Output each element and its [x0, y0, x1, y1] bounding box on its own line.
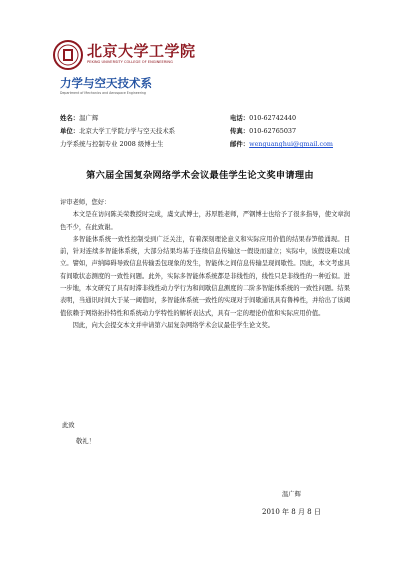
email-label: 邮件： [230, 140, 250, 148]
signature: 温广辉 [282, 491, 301, 498]
unit-label: 单位： [60, 127, 80, 135]
pku-seal-icon [52, 38, 84, 72]
closing-line-2: 敬礼！ [76, 438, 95, 445]
name-label: 姓名： [60, 114, 80, 122]
logo-department-name: 力学与空天技术系 [60, 76, 152, 90]
phone-row [230, 114, 296, 122]
unit-value-line1: 北京大学工学院力学与空天技术系 [79, 127, 176, 135]
fax-label: 传真： [230, 127, 250, 135]
unit-row [60, 127, 175, 135]
paragraph-conclusion: 因此，向大会提交本文并申请第六届复杂网络学术会议最佳学生论文奖。 [72, 321, 275, 329]
fax-value: 010-62765037 [249, 127, 297, 135]
letter-body [60, 197, 350, 332]
logo-department-name-en: Department of Mechanics and Aerospace Engineering [60, 91, 146, 95]
closing-line-1: 此致 [62, 422, 75, 429]
unit-row-2 [60, 140, 163, 148]
paragraph-acknowledgement: 本文是在访问陈关荣教授时完成，虞文武博士，苏厚胜老师，严钢博士也给予了很多指导，使文章润色不少，在此致谢。 [60, 211, 350, 231]
letter-date: 2010 年 8 月 8 日 [262, 508, 321, 516]
phone-label: 电话： [230, 114, 250, 122]
name-value: 温广辉 [79, 114, 99, 122]
name-row [60, 114, 98, 122]
logo-university-name-en: PEKING UNIVERSITY COLLEGE OF ENGINEERING [87, 60, 173, 64]
email-link[interactable]: wenguanghui@gmail.com [249, 140, 333, 148]
salutation: 评审老师，您好： [60, 199, 111, 206]
unit-value-line2: 力学系统与控制专业 2008 级博士生 [60, 140, 164, 148]
phone-value: 010-62742440 [249, 114, 297, 122]
fax-row [230, 127, 296, 135]
letterhead-logo [52, 38, 202, 102]
page-title: 第六届全国复杂网络学术会议最佳学生论文奖申请理由 [86, 170, 314, 181]
logo-university-name: 北京大学工学院 [87, 42, 196, 60]
email-row [230, 140, 333, 148]
paragraph-summary: 多智能体系统一致性控制受到广泛关注，有着深刻理论意义和实际应用价值的结果春笋般涌现。目前，针对连续多智能体系统，大部分结果均基于连续信息传输这一假设而建立；实际中，该假设难以成立。譬如，声纳障碍导致信息传输丢包现象的发生，智能体之间信息传输呈现间歇性。因此，本文考虑具有间歇状态测度的一致性问题。此外，实际多智能体系统都是非线性的，线性只是非线性的一种近似。进一步地，本文研究了具有时滞非线性动力学行为和间歇信息测度的二阶多智能体系统的一致性问题。结果表明，当通讯时间大于某一阈值时，多智能体系统一致性的实现对于间歇通讯具有鲁棒性，并给出了该阈值依赖于网络拓扑特性和系统动力学特性的解析表达式，具有一定的理论价值和实际应用价值。 [60, 235, 350, 317]
